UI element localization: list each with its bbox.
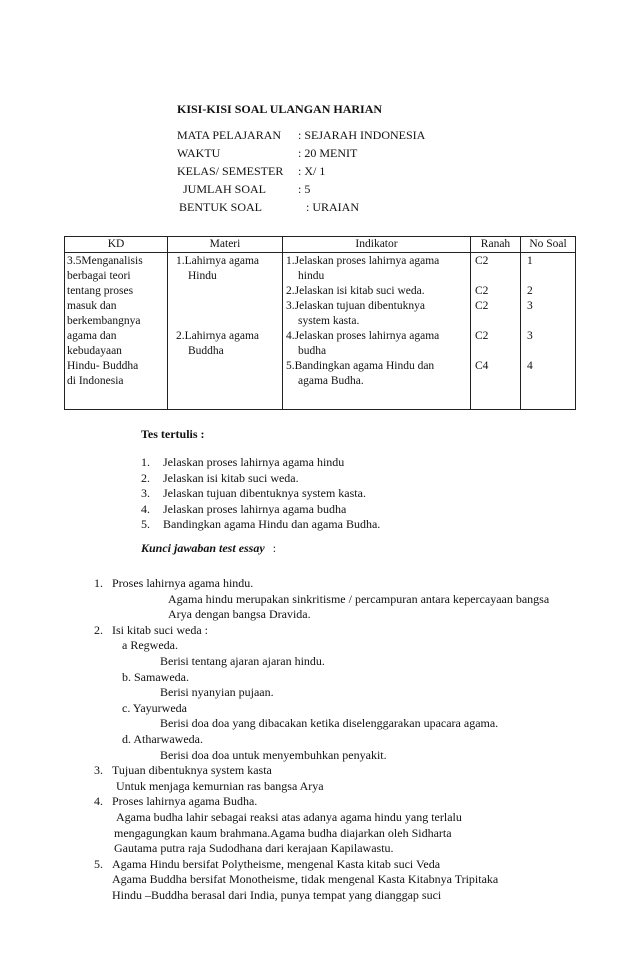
answer-text: Arya dengan bangsa Dravida. — [168, 607, 311, 622]
meta-label: BENTUK SOAL — [179, 200, 262, 214]
answer-text: Agama budha lahir sebagai reaksi atas adanya agama hindu yang terlalu — [116, 809, 462, 824]
answer-line — [94, 826, 549, 842]
answer-line — [94, 732, 549, 748]
meta-label: JUMLAH SOAL — [183, 182, 267, 196]
answer-number — [94, 826, 112, 842]
answer-text: Proses lahirnya agama hindu. — [112, 576, 254, 590]
kd-line: tentang proses — [67, 285, 134, 297]
answer-line — [94, 685, 549, 701]
answer-text: Isi kitab suci weda : — [112, 622, 208, 637]
answer-line — [94, 810, 549, 826]
ranah-value: C2 — [475, 285, 489, 297]
meta-value: : X/ 1 — [298, 164, 326, 178]
meta-row-count — [177, 182, 425, 200]
meta-row-subject — [177, 128, 425, 146]
indikator-line: 3.Jelaskan tujuan dibentuknya — [286, 300, 425, 312]
ranah-value: C4 — [475, 360, 489, 372]
answer-key-title: Kunci jawaban test essay — [141, 541, 265, 555]
no-soal-cell — [521, 253, 576, 410]
kd-cell — [65, 253, 168, 410]
meta-value: : SEJARAH INDONESIA — [298, 128, 426, 142]
answer-number — [94, 638, 112, 654]
answer-number: 4. — [94, 794, 103, 809]
meta-row-time — [177, 146, 425, 164]
subject-info — [177, 128, 425, 218]
answer-line — [94, 857, 549, 873]
answer-text: Proses lahirnya agama Budha. — [112, 794, 258, 809]
answer-list — [94, 576, 549, 903]
kd-line: 3.5Menganalisis — [67, 255, 143, 267]
answer-text: Berisi doa doa untuk menyembuhkan penyakit. — [160, 747, 387, 762]
answer-text: c. Yayurweda — [122, 700, 187, 715]
answer-text: Hindu –Buddha berasal dari India, punya tempat yang dianggap suci — [112, 887, 442, 902]
materi-cell — [168, 253, 283, 410]
answer-line — [94, 623, 549, 639]
answer-number: 3. — [94, 763, 103, 778]
answer-text: mengagungkan kaum brahmana.Agama budha diajarkan oleh Sidharta — [114, 825, 452, 840]
answer-text: Berisi nyanyian pujaan. — [160, 685, 274, 700]
answer-number — [94, 670, 112, 686]
no-soal-value: 1 — [527, 255, 533, 267]
no-soal-value: 3 — [527, 330, 533, 342]
answer-number — [94, 716, 112, 732]
answer-line — [94, 716, 549, 732]
answer-text: Agama Buddha bersifat Monotheisme, tidak mengenal Kasta Kitabnya Tripitaka — [112, 872, 499, 887]
answer-line — [94, 592, 549, 608]
answer-line — [94, 638, 549, 654]
list-item: 5. Bandingkan agama Hindu dan agama Budha. — [141, 517, 381, 531]
answer-text: Berisi tentang ajaran ajaran hindu. — [160, 653, 325, 668]
indikator-line: agama Budha. — [298, 375, 364, 387]
answer-number — [94, 779, 112, 795]
indikator-line: budha — [298, 345, 327, 357]
list-item: 1. Jelaskan proses lahirnya agama hindu — [141, 455, 345, 469]
meta-row-class — [177, 164, 425, 182]
no-soal-value: 3 — [527, 300, 533, 312]
answer-line — [94, 576, 549, 592]
answer-number — [94, 872, 112, 888]
answer-text: Tujuan dibentuknya system kasta — [112, 763, 272, 778]
list-item: 2. Jelaskan isi kitab suci weda. — [141, 470, 299, 485]
question-text: Jelaskan proses lahirnya agama budha — [163, 501, 347, 516]
answer-line — [94, 748, 549, 764]
answer-line — [94, 779, 549, 795]
answer-text: Berisi doa doa yang dibacakan ketika diselenggarakan upacara agama. — [160, 716, 499, 731]
answer-number: 5. — [94, 856, 103, 871]
kd-line: berbagai teori — [67, 270, 131, 282]
ranah-cell — [471, 253, 521, 410]
answer-number — [94, 748, 112, 764]
answer-number — [94, 810, 112, 826]
answer-number: 1. — [94, 576, 103, 590]
answer-number — [94, 592, 112, 608]
meta-label: WAKTU — [177, 146, 221, 160]
answer-line — [94, 701, 549, 717]
meta-value: : 5 — [298, 182, 311, 196]
indikator-line: hindu — [298, 270, 325, 282]
kd-line: di Indonesia — [67, 375, 124, 387]
written-test-heading: Tes tertulis : — [141, 427, 205, 441]
answer-text: Untuk menjaga kemurnian ras bangsa Arya — [116, 778, 324, 793]
no-soal-value: 4 — [527, 360, 533, 372]
meta-value: : URAIAN — [306, 200, 359, 214]
answer-text: a Regweda. — [122, 638, 178, 653]
indikator-line: 5.Bandingkan agama Hindu dan — [286, 360, 435, 372]
answer-line — [94, 654, 549, 670]
answer-line — [94, 872, 549, 888]
list-item: 4. Jelaskan proses lahirnya agama budha — [141, 501, 347, 516]
ranah-value: C2 — [475, 300, 489, 312]
materi-line: Buddha — [188, 345, 224, 357]
indikator-line: system kasta. — [298, 315, 360, 327]
question-list — [141, 455, 380, 533]
question-text: Jelaskan proses lahirnya agama hindu — [163, 455, 345, 469]
table-header-row — [65, 237, 576, 253]
no-soal-value: 2 — [527, 285, 533, 297]
answer-number — [94, 607, 112, 623]
answer-line — [94, 670, 549, 686]
header-no-soal: No Soal — [521, 237, 576, 253]
meta-value: : 20 MENIT — [298, 146, 358, 160]
materi-line: Hindu — [188, 270, 217, 282]
answer-number — [94, 701, 112, 717]
answer-number — [94, 654, 112, 670]
indikator-line: 2.Jelaskan isi kitab suci weda. — [286, 285, 425, 297]
answer-line — [94, 841, 549, 857]
question-text: Jelaskan isi kitab suci weda. — [163, 470, 299, 485]
table-row — [65, 253, 576, 410]
answer-text: Agama Hindu bersifat Polytheisme, mengenal Kasta kitab suci Veda — [112, 856, 441, 871]
header-kd: KD — [65, 237, 168, 253]
materi-line: 2.Lahirnya agama — [176, 330, 260, 342]
meta-label: MATA PELAJARAN — [177, 128, 282, 142]
answer-line — [94, 794, 549, 810]
answer-key-heading — [141, 541, 276, 556]
answer-number — [94, 888, 112, 904]
header-ranah: Ranah — [471, 237, 521, 253]
answer-number — [94, 685, 112, 701]
answer-text: d. Atharwaweda. — [122, 731, 203, 746]
ranah-value: C2 — [475, 255, 489, 267]
kisi-table — [64, 236, 576, 410]
kd-line: kebudayaan — [67, 345, 122, 357]
indikator-line: 4.Jelaskan proses lahirnya agama — [286, 330, 440, 342]
answer-line — [94, 607, 549, 623]
answer-text: b. Samaweda. — [122, 669, 189, 684]
answer-number — [94, 841, 112, 857]
kd-line: agama dan — [67, 330, 117, 342]
indikator-line: 1.Jelaskan proses lahirnya agama — [286, 255, 440, 267]
list-item: 3. Jelaskan tujuan dibentuknya system kasta. — [141, 486, 366, 500]
indikator-cell — [283, 253, 471, 410]
kd-line: berkembangnya — [67, 315, 141, 327]
meta-row-form — [177, 200, 425, 218]
meta-label: KELAS/ SEMESTER — [177, 164, 284, 178]
header-indikator: Indikator — [283, 237, 471, 253]
materi-line: 1.Lahirnya agama — [176, 255, 260, 267]
ranah-value: C2 — [475, 330, 489, 342]
answer-line — [94, 888, 549, 904]
answer-line — [94, 763, 549, 779]
question-text: Jelaskan tujuan dibentuknya system kasta. — [163, 486, 366, 500]
answer-number — [94, 732, 112, 748]
document-title: KISI-KISI SOAL ULANGAN HARIAN — [177, 102, 383, 116]
answer-text: Agama hindu merupakan sinkritisme / percampuran antara kepercayaan bangsa — [168, 591, 550, 606]
kd-line: masuk dan — [67, 300, 117, 312]
answer-key-colon: : — [272, 541, 277, 555]
answer-text: Gautama putra raja Sudodhana dari kerajaan Kapilawastu. — [114, 841, 394, 856]
question-text: Bandingkan agama Hindu dan agama Budha. — [163, 517, 381, 531]
header-materi: Materi — [168, 237, 283, 253]
kd-line: Hindu- Buddha — [67, 360, 139, 372]
answer-number: 2. — [94, 622, 103, 637]
